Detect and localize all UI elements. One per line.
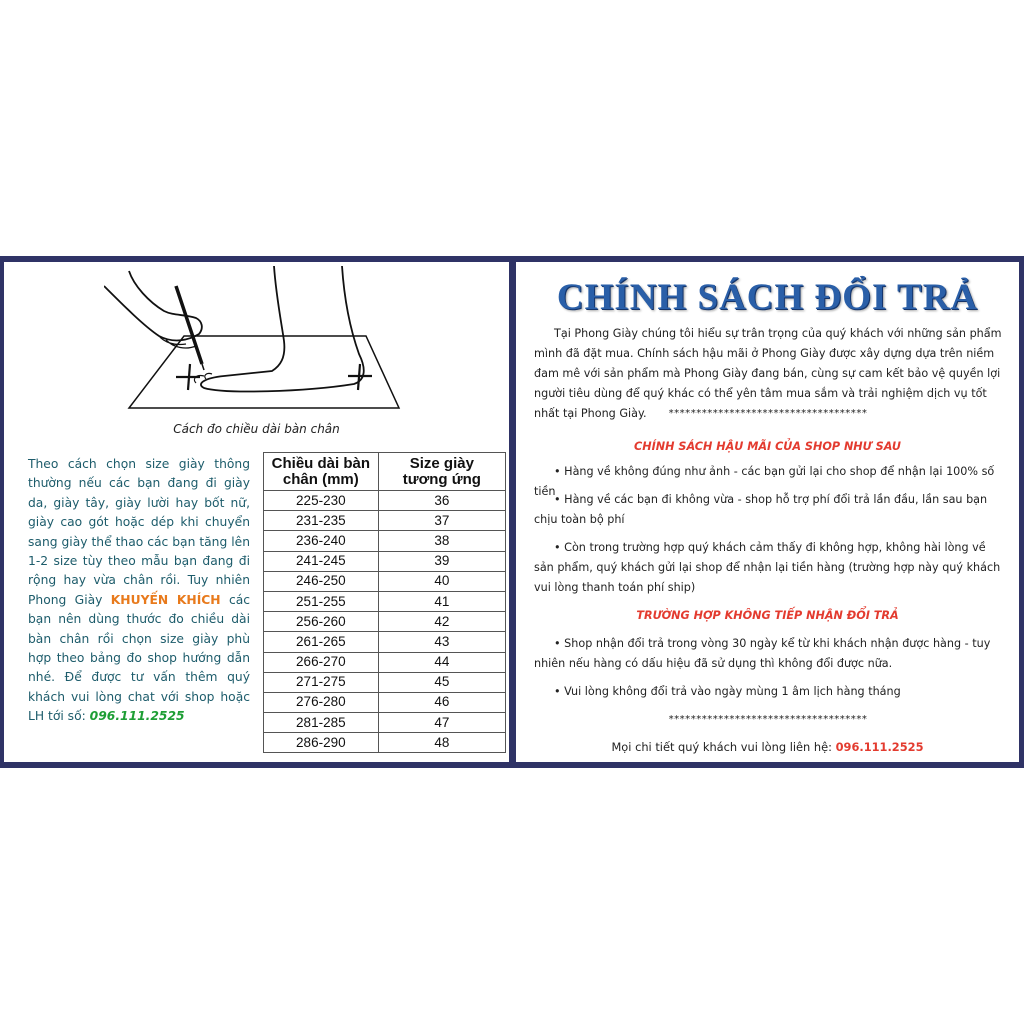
size-table-row <box>264 591 506 611</box>
size-table <box>263 452 506 753</box>
size-table-row <box>264 713 506 733</box>
size-advice-text <box>28 455 250 727</box>
foot-length-cell: 246-250 <box>264 571 379 591</box>
shoe-size-cell: 47 <box>378 713 505 733</box>
advice-highlight: KHUYẾN KHÍCH <box>110 592 221 607</box>
foot-length-cell: 261-265 <box>264 632 379 652</box>
shoe-size-cell: 41 <box>378 591 505 611</box>
size-table-row <box>264 733 506 753</box>
foot-length-cell: 231-235 <box>264 511 379 531</box>
separator-bottom: ************************************ <box>668 714 867 725</box>
size-table-row <box>264 531 506 551</box>
foot-length-cell: 286-290 <box>264 733 379 753</box>
size-table-row <box>264 672 506 692</box>
header-foot-length: Chiều dài bàn chân (mm) <box>264 453 379 491</box>
separator-top: ************************************ <box>668 408 867 419</box>
contact-line <box>516 740 1019 754</box>
shoe-size-cell: 38 <box>378 531 505 551</box>
foot-length-cell: 266-270 <box>264 652 379 672</box>
size-table-row <box>264 551 506 571</box>
after-sales-item: • Còn trong trường hợp quý khách cảm thấy đi không hợp, không hài lòng về sản phẩm, quý khách gửi lại shop để nhận lại tiền hàng (trường hợp này quý khách vui lòng thanh toán phí ship) <box>534 541 1001 594</box>
policy-title: CHÍNH SÁCH ĐỔI TRẢ <box>556 277 979 318</box>
shoe-size-cell: 39 <box>378 551 505 571</box>
policy-intro: Tại Phong Giày chúng tôi hiểu sự trân trọng của quý khách với những sản phẩm mình đã đặt mua. Chính sách hậu mãi ở Phong Giày được xây dựng dựa trên niềm đam mê với sản phẩm mà Phong Giày đang bán, cùng sự cam kết bảo vệ quyền lợi người tiêu dùng để quý khác có thể yên tâm mua sắm và trải nghiệm dịch vụ tốt nhất tại Phong Giày. <box>534 327 1002 420</box>
size-table-row <box>264 491 506 511</box>
no-return-item: • Vui lòng không đổi trả vào ngày mùng 1 âm lịch hàng tháng <box>554 685 901 698</box>
size-table-header <box>264 453 506 491</box>
return-policy-panel <box>516 262 1019 762</box>
size-table-row <box>264 571 506 591</box>
size-table-row <box>264 692 506 712</box>
foot-length-cell: 225-230 <box>264 491 379 511</box>
after-sales-item: • Hàng về không đúng như ảnh - các bạn gửi lại cho shop để nhận lại 100% số tiền <box>534 465 995 498</box>
no-return-heading: TRƯỜNG HỢP KHÔNG TIẾP NHẬN ĐỔI TRẢ <box>636 609 899 622</box>
no-return-item: • Shop nhận đổi trả trong vòng 30 ngày kể từ khi khách nhận được hàng - tuy nhiên nếu hàng có dấu hiệu đã sử dụng thì không đổi được nữa. <box>534 637 991 670</box>
advice-phone-number: 096.111.2525 <box>89 709 185 724</box>
shoe-size-cell: 42 <box>378 612 505 632</box>
foot-length-cell: 251-255 <box>264 591 379 611</box>
contact-label: Mọi chi tiết quý khách vui lòng liên hệ: <box>611 740 832 754</box>
foot-length-cell: 271-275 <box>264 672 379 692</box>
size-table-row <box>264 632 506 652</box>
foot-length-cell: 281-285 <box>264 713 379 733</box>
shoe-size-cell: 43 <box>378 632 505 652</box>
contact-phone: 096.111.2525 <box>835 740 924 754</box>
shoe-size-cell: 44 <box>378 652 505 672</box>
size-table-row <box>264 612 506 632</box>
shoe-size-cell: 40 <box>378 571 505 591</box>
header-shoe-size: Size giày tương ứng <box>378 453 505 491</box>
advice-text-part1: Theo cách chọn size giày thông thường nếu các bạn đang đi giày da, giày tây, giày lười hay bốt nữ, giày cao gót hoặc dép khi chuyển sang giày thể thao các bạn tăng lên 1-2 size tùy theo mẫu bạn đang đi rộng hay vừa chân rồi. Tuy nhiên Phong Giày <box>28 457 250 607</box>
shoe-size-cell: 37 <box>378 511 505 531</box>
illustration-caption: Cách đo chiều dài bàn chân <box>173 422 340 436</box>
after-sales-heading: CHÍNH SÁCH HẬU MÃI CỦA SHOP NHƯ SAU <box>634 440 901 453</box>
foot-measure-illustration <box>104 266 414 426</box>
shoe-size-cell: 48 <box>378 733 505 753</box>
size-table-row <box>264 652 506 672</box>
after-sales-item: • Hàng về các bạn đi không vừa - shop hỗ trợ phí đổi trả lần đầu, lần sau bạn chịu toàn bộ phí <box>534 493 988 526</box>
foot-length-cell: 256-260 <box>264 612 379 632</box>
advice-text-part2: các bạn nên dùng thước đo chiều dài bàn chân rồi chọn size giày phù hợp theo bảng đo shop hướng dẫn nhé. Để được tư vấn thêm quý khách vui lòng chat với shop hoặc LH tới số: <box>28 592 250 724</box>
shoe-size-cell: 45 <box>378 672 505 692</box>
size-table-body <box>264 491 506 753</box>
size-guide-panel <box>4 262 509 762</box>
foot-length-cell: 241-245 <box>264 551 379 571</box>
foot-length-cell: 236-240 <box>264 531 379 551</box>
shoe-size-cell: 46 <box>378 692 505 712</box>
shoe-size-cell: 36 <box>378 491 505 511</box>
size-table-row <box>264 511 506 531</box>
foot-length-cell: 276-280 <box>264 692 379 712</box>
